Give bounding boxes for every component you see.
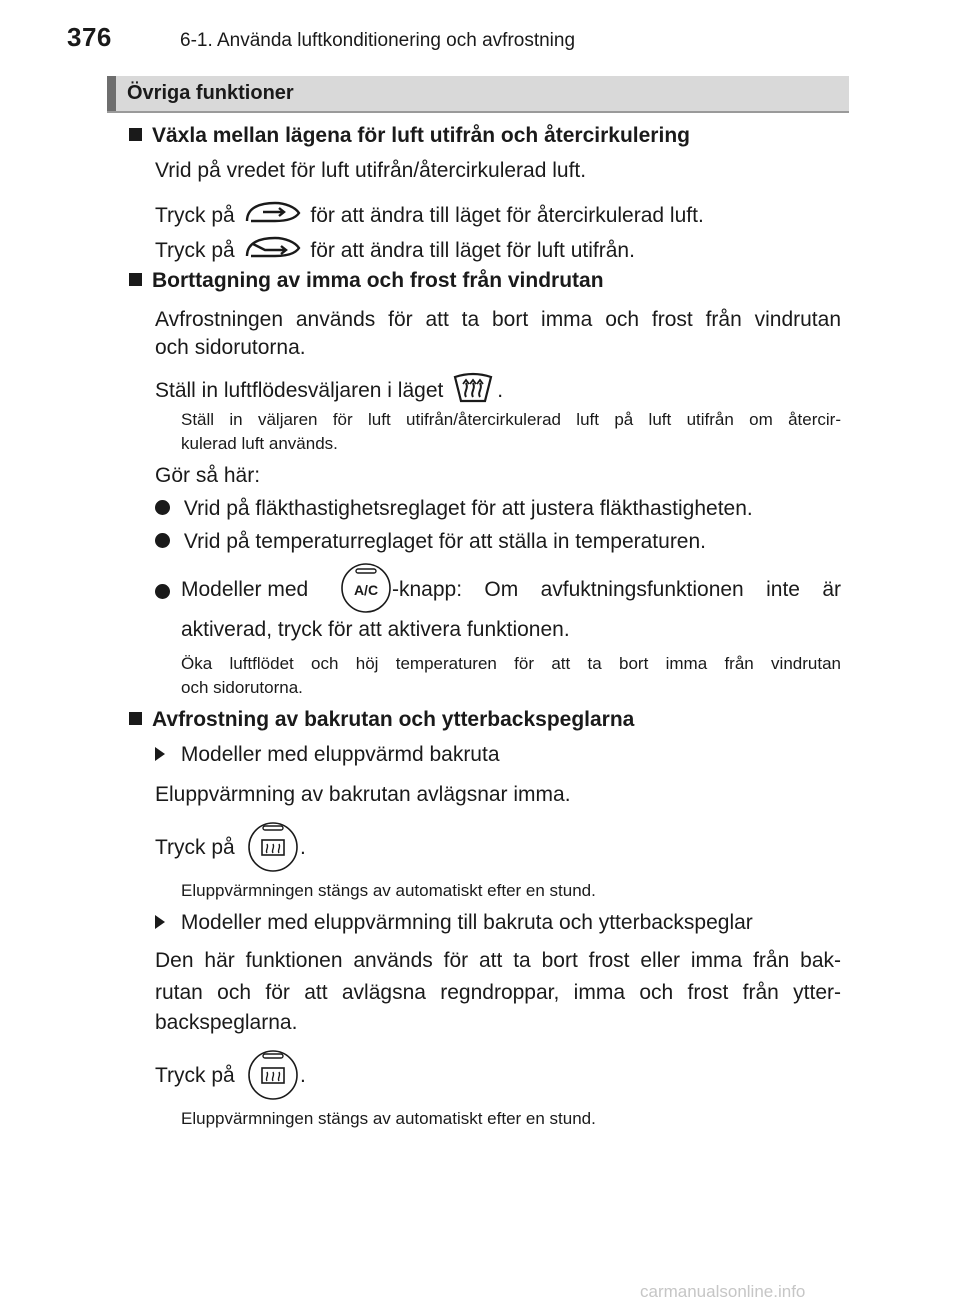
triangle-bullet (155, 747, 165, 761)
paragraph: Avfrostningen används för att ta bort imma och frost från vindrutan (155, 308, 841, 331)
note-text: Eluppvärmningen stängs av automatiskt efter en stund. (181, 1109, 596, 1128)
watermark: carmanualsonline.info (640, 1282, 806, 1301)
heading-text: Växla mellan lägena för luft utifrån och återcirkulering (152, 124, 690, 147)
text: för att ändra till läget för återcirkulerad luft. (310, 204, 704, 228)
rear-defogger-icon (247, 1043, 299, 1101)
bullet-dot (155, 533, 170, 548)
ac-button-icon (340, 558, 392, 616)
paragraph (155, 197, 704, 236)
bullet-text: Vrid på fläkthastighetsreglaget för att justera fläkthastigheten. (183, 497, 753, 520)
text: Tryck på (155, 204, 235, 228)
text: Tryck på (155, 239, 235, 263)
note-text: Ställ in väljaren för luft utifrån/återcirkulerad luft på luft utifrån om återcir- (181, 410, 841, 429)
paragraph: Gör så här: (155, 464, 261, 487)
triangle-bullet (155, 915, 165, 929)
rear-defogger-icon (247, 815, 299, 873)
paragraph: Tryck på (155, 1064, 235, 1087)
chapter-title: 6-1. Använda luftkonditionering och avfrostning (180, 30, 576, 51)
square-bullet (129, 273, 142, 286)
bullet-text: Modeller med (181, 578, 309, 601)
sub-item (155, 910, 753, 936)
text: Ställ in luftflödesväljaren i läget (155, 379, 444, 403)
square-bullet (129, 128, 142, 141)
bullet-text: -knapp: Om avfuktningsfunktionen inte är (392, 578, 841, 601)
paragraph: Den här funktionen används för att ta bort frost eller imma från bak- (155, 949, 841, 972)
heading-text: Borttagning av imma och frost från vindrutan (152, 269, 604, 292)
bullet-item (155, 584, 173, 602)
section-title: Övriga funktioner (127, 82, 294, 104)
paragraph: Vrid på vredet för luft utifrån/återcirkulerad luft. (155, 159, 587, 182)
sub-text: Modeller med eluppvärmning till bakruta och ytterbackspeglar (180, 911, 753, 934)
windshield-defrost-icon (449, 371, 497, 412)
paragraph: . (300, 1064, 306, 1087)
heading-recirculation (129, 124, 690, 148)
bullet-item (155, 496, 753, 522)
bullet-text: Vrid på temperaturreglaget för att ställa in temperaturen. (183, 530, 707, 553)
sub-text: Modeller med eluppvärmd bakruta (180, 743, 500, 766)
section-accent (107, 76, 116, 111)
bullet-item (155, 529, 706, 555)
note-text: och sidorutorna. (181, 678, 303, 697)
recirculation-icon (241, 197, 305, 236)
heading-rear-defog (129, 708, 634, 732)
bullet-dot (155, 584, 170, 599)
sub-item (155, 742, 500, 768)
page-number: 376 (67, 22, 112, 52)
text: för att ändra till läget för luft utifrån. (310, 239, 635, 263)
heading-text: Avfrostning av bakrutan och ytterbackspeglarna (152, 708, 635, 731)
note-text: kulerad luft används. (181, 434, 338, 453)
heading-windshield (129, 269, 604, 293)
paragraph: . (300, 836, 306, 859)
note-text: Öka luftflödet och höj temperaturen för att ta bort imma från vindrutan (181, 654, 841, 673)
paragraph: rutan och för att avlägsna regndroppar, imma och frost från ytter- (155, 981, 841, 1004)
paragraph: Tryck på (155, 836, 235, 859)
text: . (497, 379, 504, 403)
bullet-text: aktiverad, tryck för att aktivera funktionen. (181, 618, 570, 641)
note-text: Eluppvärmningen stängs av automatiskt efter en stund. (181, 881, 596, 900)
outside-air-icon (241, 232, 305, 271)
ac-label: A/C (353, 582, 379, 598)
paragraph: och sidorutorna. (155, 336, 306, 359)
paragraph (155, 371, 503, 412)
paragraph: Eluppvärmning av bakrutan avlägsnar imma. (155, 783, 571, 806)
section-header (107, 76, 849, 113)
square-bullet (129, 712, 142, 725)
paragraph: backspeglarna. (155, 1011, 298, 1034)
bullet-dot (155, 500, 170, 515)
paragraph (155, 232, 635, 271)
